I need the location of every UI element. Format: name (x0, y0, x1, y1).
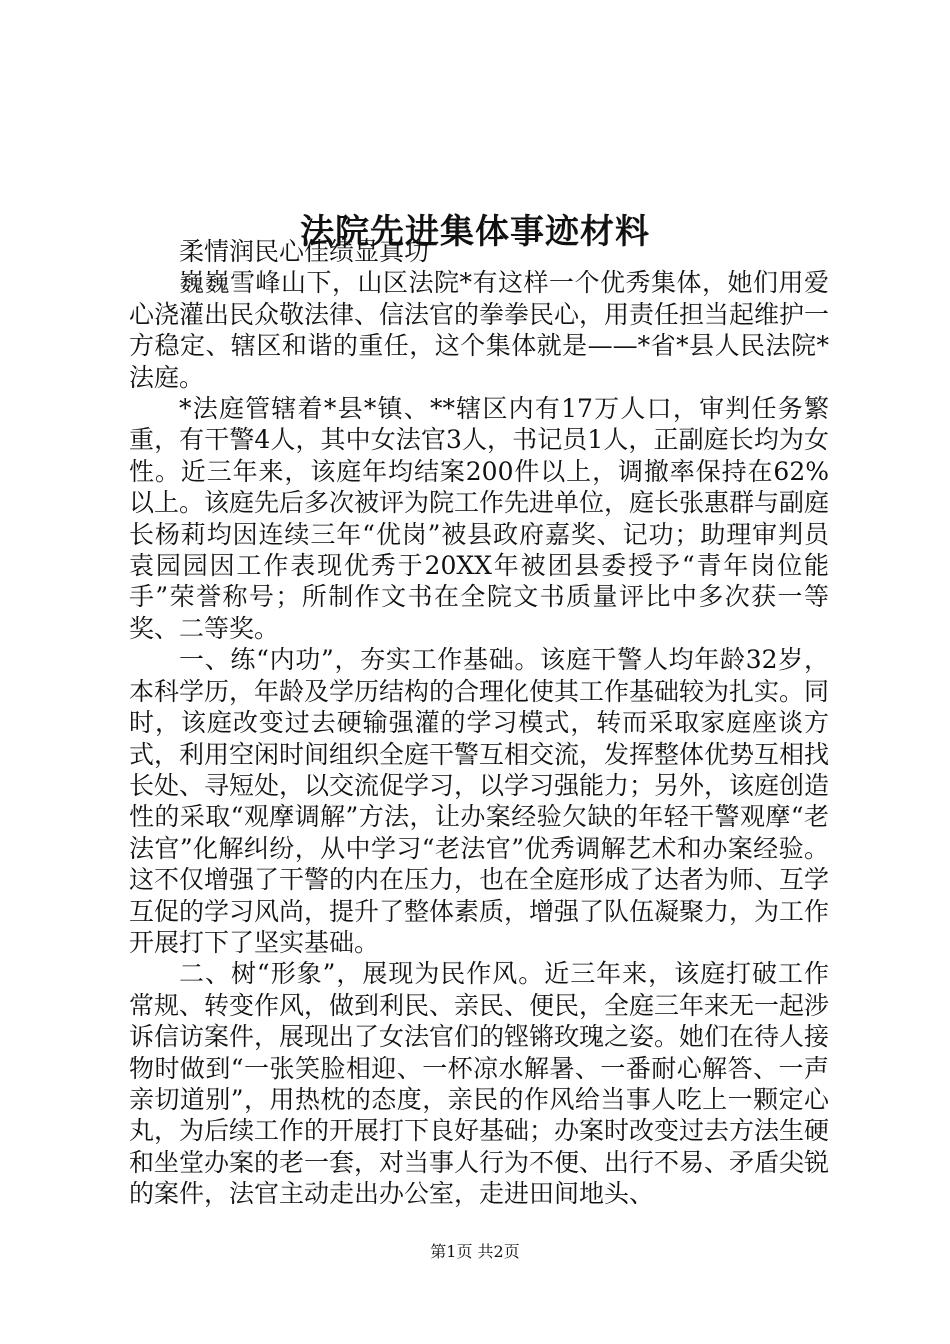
body-paragraph: *法庭管辖着*县*镇、**辖区内有17万人口，审判任务繁重，有干警4人，其中女法官3人，书记员1人，正副庭长均为女性。近三年来，该庭年均结案200件以上，调撤率保持在62%以上。该庭先后多次被评为院工作先进单位，庭长张惠群与副庭长杨莉均因连续三年“优岗”被县政府嘉奖、记功；助理审判员袁园园因工作表现优秀于20XX年被团县委授予“青年岗位能手”荣誉称号；所制作文书在全院文书质量评比中多次获一等奖、二等奖。 (129, 394, 830, 643)
subtitle-paragraph: 柔情润民心佳绩显真功 (179, 237, 430, 266)
document-body (129, 236, 829, 1210)
body-paragraph: 一、练“内功”，夯实工作基础。该庭干警人均年龄32岁，本科学历，年龄及学历结构的合理化使其工作基础较为扎实。同时，该庭改变过去硬输强灌的学习模式，转而采取家庭座谈方式，利用空闲时间组织全庭干警互相交流，发挥整体优势互相找长处、寻短处，以交流促学习，以学习强能力；另外，该庭创造性的采取“观摩调解”方法，让办案经验欠缺的年轻干警观摩“老法官”化解纠纷，从中学习“老法官”优秀调解艺术和办案经验。这不仅增强了干警的内在压力，也在全庭形成了达者为师、互学互促的学习风尚，提升了整体素质，增强了队伍凝聚力，为工作开展打下了坚实基础。 (129, 645, 830, 957)
page-footer: 第1页 共2页 (430, 1242, 520, 1261)
body-paragraph: 巍巍雪峰山下，山区法院*有这样一个优秀集体，她们用爱心浇灌出民众敬法律、信法官的拳拳民心，用责任担当起维护一方稳定、辖区和谐的重任，这个集体就是——*省*县人民法院*法庭。 (129, 268, 830, 392)
body-paragraph: 二、树“形象”，展现为民作风。近三年来，该庭打破工作常规、转变作风，做到利民、亲民、便民，全庭三年来无一起涉诉信访案件，展现出了女法官们的铿锵玫瑰之姿。她们在待人接物时做到“一张笑脸相迎、一杯凉水解暑、一番耐心解答、一声亲切道别”，用热枕的态度，亲民的作风给当事人吃上一颗定心丸，为后续工作的开展打下良好基础；办案时改变过去方法生硬和坐堂办案的老一套，对当事人行为不便、出行不易、矛盾尖锐的案件，法官主动走出办公室，走进田间地头、 (129, 959, 830, 1209)
page-title: 法院先进集体事迹材料 (300, 211, 650, 252)
